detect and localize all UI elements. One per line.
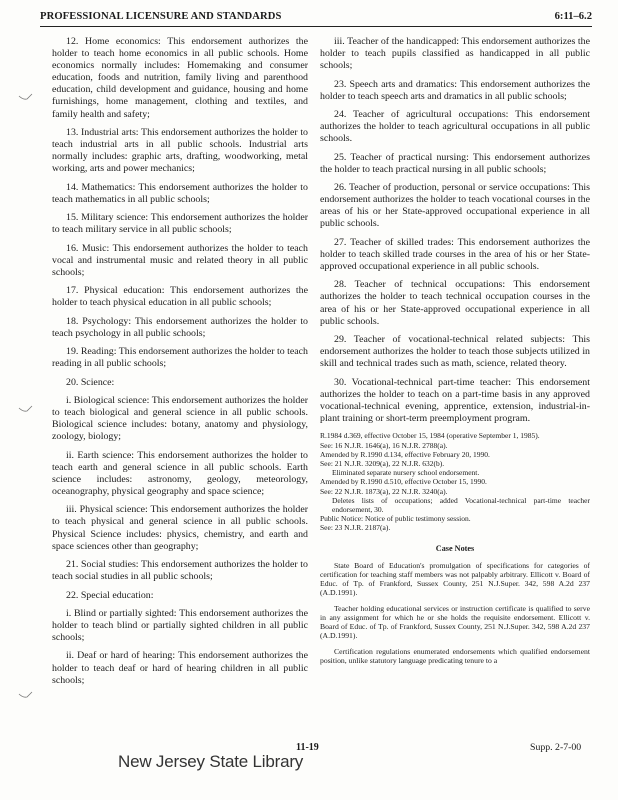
history-line: Amended by R.1990 d.510, effective October 15, 1990. <box>320 477 487 487</box>
paragraph: 20. Science: <box>66 376 115 388</box>
library-watermark: New Jersey State Library <box>118 752 304 771</box>
paragraph: 17. Physical education: This endorsement authorizes the holder to teach physical education in all public schools; <box>52 285 308 309</box>
paragraph: ii. Earth science: This endorsement authorizes the holder to teach earth and general science in all public schools. Earth science includes: astronomy, geology, meteorology, oceanography, physical geography and space science; <box>52 449 308 497</box>
paragraph: ii. Deaf or hard of hearing: This endorsement authorizes the holder to teach deaf or hard of hearing children in all public schools; <box>52 650 308 686</box>
paragraph: 21. Social studies: This endorsement authorizes the holder to teach social studies in all public schools; <box>52 559 308 583</box>
history-notes <box>320 431 590 532</box>
right-column <box>320 36 590 672</box>
margin-tick-mark <box>18 404 34 414</box>
paragraph: 23. Speech arts and dramatics: This endorsement authorizes the holder to teach speech arts and dramatics in all public schools; <box>320 78 590 102</box>
paragraph: 27. Teacher of skilled trades: This endorsement authorizes the holder to teach skilled trade courses in the area of his or her State-approved occupational experience in all public schools. <box>320 236 590 272</box>
section-number: 6:11–6.2 <box>554 11 592 22</box>
case-note: Teacher holding educational services or instruction certificate is qualified to serve in any assignment for which he or she holds the requisite endorsement. Ellicott v. Board of Educ. of Tp. of Frankford, Sussex County, 251 N.J.Super. 342, 598 A.2d 237 (A.D.1991). <box>320 603 590 641</box>
paragraph: 26. Teacher of production, personal or service occupations: This endorsement authorizes the holder to teach vocational courses in the areas of his or her State-approved occupational experience in all public schools. <box>320 182 590 230</box>
margin-tick-mark <box>18 92 34 102</box>
case-note: Certification regulations enumerated endorsements which qualified endorsement position, unlike statutory language predicating tenure to a <box>320 646 590 666</box>
page-header <box>40 10 592 27</box>
paragraph: 13. Industrial arts: This endorsement authorizes the holder to teach industrial arts in all public schools. Industrial arts normally includes: graphic arts, drafting, woodworking, metal working, arts and power mechanics; <box>52 126 308 175</box>
paragraph: 19. Reading: This endorsement authorizes the holder to teach reading in all public schools; <box>52 346 308 370</box>
left-column <box>52 36 308 693</box>
paragraph: 15. Military science: This endorsement authorizes the holder to teach military service in all public schools; <box>52 212 308 236</box>
paragraph: 18. Psychology: This endorsement authorizes the holder to teach psychology in all public schools; <box>52 315 308 339</box>
paragraph: 30. Vocational-technical part-time teacher: This endorsement authorizes the holder to teach on a part-time basis in any approved vocational-technical evening, apprentice, extension, industrial-in-plant training or short-term preemployment program. <box>320 376 590 424</box>
paragraph: iii. Physical science: This endorsement authorizes the holder to teach physical and general science in all public schools. Physical Science includes: physics, chemistry, and earth and space sciences other than geography; <box>52 504 308 552</box>
supplement-date: Supp. 2-7-00 <box>530 742 582 753</box>
history-line: See: 23 N.J.R. 2187(a). <box>320 523 391 533</box>
history-line: See: 21 N.J.R. 3209(a), 22 N.J.R. 632(b). <box>320 458 445 468</box>
history-line: See: 22 N.J.R. 1873(a), 22 N.J.R. 3240(a). <box>320 486 448 496</box>
paragraph: 14. Mathematics: This endorsement authorizes the holder to teach mathematics in all public schools; <box>52 181 308 205</box>
case-notes-title: Case Notes <box>435 543 475 553</box>
case-note: State Board of Education's promulgation of specifications for categories of certification for teaching staff members was not palpably arbitrary. Ellicott v. Board of Educ. of Tp. of Frankford, Sussex County, 251 N.J.Super. 342, 598 A.2d 237 (A.D.1991). <box>320 560 590 598</box>
history-line: Public Notice: Notice of public testimony session. <box>320 514 471 524</box>
history-line: R.1984 d.369, effective October 15, 1984 (operative September 1, 1985). <box>320 431 540 441</box>
paragraph: i. Blind or partially sighted: This endorsement authorizes the holder to teach blind or partially sighted children in all public schools; <box>52 607 308 644</box>
page-number: 11-19 <box>296 742 319 753</box>
history-line: Amended by R.1990 d.134, effective February 20, 1990. <box>320 449 490 459</box>
paragraph: 25. Teacher of practical nursing: This endorsement authorizes the holder to teach practical nursing in all public schools; <box>320 151 590 175</box>
margin-tick-mark <box>18 690 34 700</box>
paragraph: 24. Teacher of agricultural occupations: This endorsement authorizes the holder to teach agricultural occupations in all public schools. <box>320 109 590 145</box>
paragraph: iii. Teacher of the handicapped: This endorsement authorizes the holder to teach pupils classified as handicapped in all public schools; <box>320 36 590 72</box>
paragraph: 16. Music: This endorsement authorizes the holder to teach vocal and instrumental music and related theory in all public schools; <box>52 242 308 278</box>
paragraph: 28. Teacher of technical occupations: This endorsement authorizes the holder to teach technical occupation courses in the area of his or her State-approved occupational experience in all public schools. <box>320 279 590 327</box>
paragraph: 29. Teacher of vocational-technical related subjects: This endorsement authorizes the holder to teach those subjects utilized in skill and technical trades such as math, science, related theory. <box>320 334 590 370</box>
history-line: Eliminated separate nursery school endorsement. <box>332 468 480 478</box>
running-title: PROFESSIONAL LICENSURE AND STANDARDS <box>40 11 282 22</box>
paragraph: i. Biological science: This endorsement authorizes the holder to teach biological and general science in all public schools. Biological science includes: botany, anatomy and physiology, zoology, biology; <box>52 395 308 443</box>
history-line: Deletes lists of occupations; added Vocational-technical part-time teacher endorsement, 30. <box>332 495 590 514</box>
paragraph: 12. Home economics: This endorsement authorizes the holder to teach home economics in all public schools. Home economics normally includes: Homemaking and consumer education, foods and nutrition, family living and parenthood education, child development and guidance, housing and home furnishings, home management, clothing and textiles, and family health and safety; <box>52 36 308 120</box>
history-line: See: 16 N.J.R. 1646(a), 16 N.J.R. 2788(a). <box>320 440 448 450</box>
paragraph: 22. Special education: <box>66 589 154 601</box>
